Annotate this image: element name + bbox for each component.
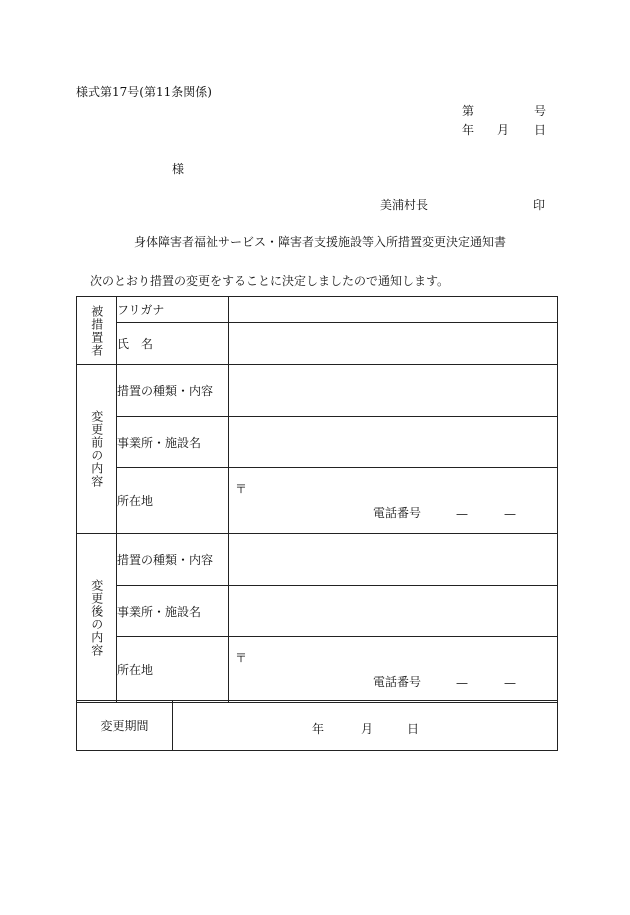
before-location-label: 所在地 [117,468,229,534]
before-measure-label: 措置の種類・内容 [117,365,229,417]
after-location-label: 所在地 [117,637,229,703]
period-day: 日 [407,722,420,736]
before-facility-value[interactable] [229,417,558,468]
issue-date-month: 月 [497,123,510,137]
before-measure-value[interactable] [229,365,558,417]
before-location-row [77,468,558,534]
intro-text: 次のとおり措置の変更をすることに決定しましたので通知します。 [90,274,450,288]
before-facility-row [77,417,558,468]
after-section-cell [77,534,117,703]
change-period-table [76,700,558,751]
before-measure-row [77,365,558,417]
before-postal-mark: 〒 [235,482,248,496]
after-measure-row [77,534,558,586]
before-phone-dash-1: — [456,507,468,521]
furigana-value[interactable] [229,297,558,323]
after-measure-label: 措置の種類・内容 [117,534,229,586]
after-measure-value[interactable] [229,534,558,586]
period-month: 月 [361,722,374,736]
after-phone-dash-1: — [456,676,468,690]
before-location-value[interactable] [229,468,558,534]
before-section-label: 変更前の内容 [89,410,104,488]
furigana-label: フリガナ [117,297,229,323]
period-year: 年 [312,722,325,736]
form-number: 様式第17号(第11条関係) [76,85,212,99]
seal-mark: 印 [533,198,546,212]
furigana-row [77,297,558,323]
after-postal-mark: 〒 [235,651,248,665]
before-facility-label: 事業所・施設名 [117,417,229,468]
after-facility-label: 事業所・施設名 [117,586,229,637]
doc-number-prefix: 第 [462,104,475,118]
name-row [77,323,558,365]
before-section-cell [77,365,117,534]
after-facility-row [77,586,558,637]
issue-date-year: 年 [462,123,475,137]
after-section-label: 変更後の内容 [89,579,104,657]
issue-date-day: 日 [534,123,547,137]
addressee-honorific: 様 [172,162,185,176]
after-location-value[interactable] [229,637,558,703]
after-phone-dash-2: — [504,676,516,690]
change-period-label: 変更期間 [77,701,173,751]
person-section-label: 被措置者 [89,304,104,357]
doc-number-suffix: 号 [534,104,547,118]
change-period-value[interactable] [173,701,558,751]
person-section-cell [77,297,117,365]
document-title: 身体障害者福祉サービス・障害者支援施設等入所措置変更決定通知書 [134,235,507,249]
after-phone-label: 電話番号 [373,675,422,689]
after-location-row [77,637,558,703]
after-facility-value[interactable] [229,586,558,637]
name-label: 氏 名 [117,323,229,365]
name-value[interactable] [229,323,558,365]
issuer-name: 美浦村長 [380,198,429,212]
before-phone-dash-2: — [504,507,516,521]
details-table [76,296,558,703]
before-phone-label: 電話番号 [373,506,422,520]
